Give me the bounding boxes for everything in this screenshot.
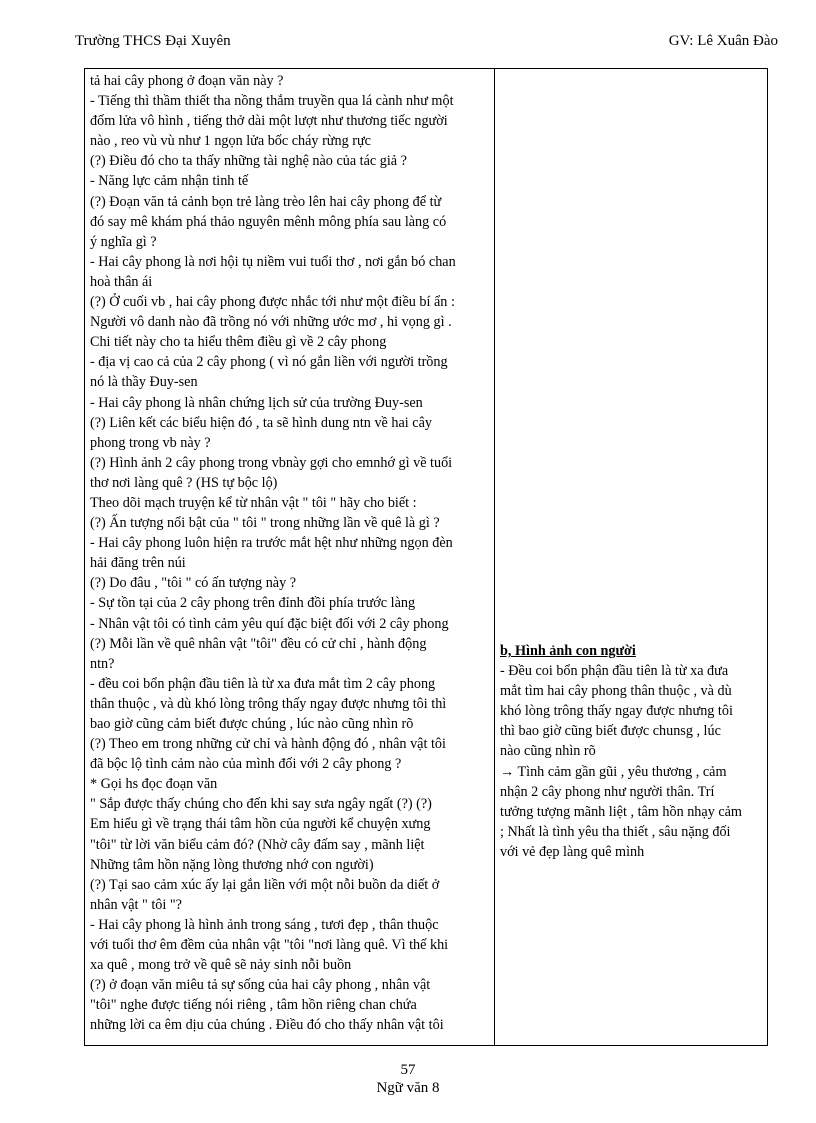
text-line: "tôi" nghe được tiếng nói riêng , tâm hồn riêng chan chứa [90, 997, 417, 1014]
text-line: Chi tiết này cho ta hiểu thêm điều gì về 2 cây phong [90, 334, 387, 351]
notes-column [495, 69, 767, 1045]
section-heading: b, Hình ảnh con người [500, 643, 636, 659]
text-line: (?) Theo em trong những cử chỉ và hành động đó , nhân vật tôi [90, 736, 446, 753]
text-line: đã bộc lộ tình cảm nào của mình đối với 2 cây phong ? [90, 756, 402, 773]
note-line: tưởng tượng mãnh liệt , tâm hồn nhạy cảm [500, 803, 742, 820]
text-line: " Sắp được thấy chúng cho đến khi say sưa ngây ngất (?) (?) [90, 796, 432, 813]
note-line: mắt tìm hai cây phong thân thuộc , và dù [500, 683, 732, 700]
text-line: - Hai cây phong là nơi hội tụ niềm vui tuổi thơ , nơi gắn bó chan [90, 253, 456, 270]
text-line: - Sự tồn tại của 2 cây phong trên đỉnh đồi phía trước làng [90, 595, 416, 612]
text-line: - địa vị cao cả của 2 cây phong ( vì nó gắn liền với người trồng [90, 354, 448, 371]
text-line: (?) Ở cuối vb , hai cây phong được nhắc tới như một điều bí ẩn : [90, 294, 455, 311]
text-line: "tôi" từ lời văn biểu cảm đó? (Nhờ cây đấm say , mãnh liệt [90, 836, 425, 853]
page-number: 57 [400, 1062, 416, 1078]
lesson-table [84, 68, 768, 1046]
note-line: khó lòng trông thấy ngay được nhưng tôi [500, 703, 733, 720]
questions-column [85, 69, 495, 1045]
text-line: - Hai cây phong là nhân chứng lịch sử của trường Đuy-sen [90, 394, 423, 411]
text-line: - Hai cây phong luôn hiện ra trước mắt hệt như những ngọn đèn [90, 535, 453, 552]
text-line: những lời ca êm dịu của chúng . Điều đó cho thấy nhân vật tôi [90, 1017, 444, 1034]
text-line: với tuổi thơ êm đềm của nhân vật "tôi "nơi làng quê. Vì thế khi [90, 937, 449, 954]
note-line: với vẻ đẹp làng quê mình [500, 843, 645, 860]
text-line: Những tâm hồn nặng lòng thương nhớ con người) [90, 856, 374, 873]
text-line: (?) Mỗi lần về quê nhân vật "tôi" đều có cử chỉ , hành động [90, 635, 427, 652]
text-line: thân thuộc , và dù khó lòng trông thấy ngay được nhưng tôi thì [90, 695, 447, 712]
text-line: - Hai cây phong là hình ảnh trong sáng , tươi đẹp , thân thuộc [90, 916, 439, 933]
text-line: bao giờ cũng cảm biết được chúng , lúc nào cũng nhìn rõ [90, 716, 414, 732]
text-line: phong trong vb này ? [90, 434, 211, 451]
text-line: thơ nơi làng quê ? (HS tự bộc lộ) [90, 474, 278, 491]
text-line: tả hai cây phong ở đoạn văn này ? [90, 73, 284, 89]
text-line: hoà thân ái [90, 273, 153, 290]
text-line: (?) Đoạn văn tả cảnh bọn trẻ làng trèo lên hai cây phong để từ [90, 193, 442, 210]
text-line: (?) Do đâu , "tôi " có ấn tượng này ? [90, 575, 297, 592]
text-line: - đều coi bổn phận đầu tiên là từ xa đưa mắt tìm 2 cây phong [90, 675, 436, 692]
school-name: Trường THCS Đại Xuyên [75, 33, 231, 49]
text-line: nó là thầy Đuy-sen [90, 374, 198, 391]
text-line: (?) ở đoạn văn miêu tả sự sống của hai cây phong , nhân vật [90, 977, 431, 994]
text-line: đó say mê khám phá thảo nguyên mênh mông phía sau làng có [90, 213, 447, 230]
subject-label: Ngữ văn 8 [376, 1080, 440, 1096]
text-line: - Tiếng thì thầm thiết tha nồng thắm truyền qua lá cành như một [90, 93, 454, 110]
text-line: (?) Điều đó cho ta thấy những tài nghệ nào của tác giả ? [90, 153, 407, 170]
text-line: đốm lửa vô hình , tiếng thở dài một lượt như thương tiếc người [90, 113, 448, 130]
note-line: - Đều coi bổn phận đầu tiên là từ xa đưa [500, 663, 729, 680]
note-line: nào cũng nhìn rõ [500, 743, 596, 760]
text-line: nhân vật " tôi "? [90, 896, 182, 913]
note-line: ; Nhất là tình yêu tha thiết , sâu nặng đối [500, 823, 731, 840]
text-line: nào , reo vù vù như 1 ngọn lửa bốc cháy rừng rực [90, 133, 371, 150]
text-line: (?) Ấn tượng nổi bật của " tôi " trong những lần về quê là gì ? [90, 515, 440, 532]
text-line: (?) Liên kết các biểu hiện đó , ta sẽ hình dung ntn về hai cây [90, 414, 432, 431]
text-line: xa quê , mong trở về quê sẽ nảy sinh nỗi buồn [90, 957, 352, 974]
text-line: hải đăng trên núi [90, 555, 186, 572]
teacher-name: GV: Lê Xuân Đào [668, 33, 778, 49]
note-line: nhận 2 cây phong như người thân. Trí [500, 783, 715, 800]
text-line: (?) Hình ảnh 2 cây phong trong vbnày gợi cho emnhớ gì về tuổi [90, 454, 453, 471]
text-line: (?) Tại sao cảm xúc ấy lại gắn liền với một nỗi buồn da diết ở [90, 876, 440, 893]
text-line: - Năng lực cảm nhận tinh tế [90, 173, 249, 190]
text-line: Em hiểu gì về trạng thái tâm hồn của người kể chuyện xưng [90, 816, 431, 833]
text-line: - Nhân vật tôi có tình cảm yêu quí đặc biệt đối với 2 cây phong [90, 615, 449, 632]
text-line: Theo dõi mạch truyện kể từ nhân vật " tôi " hãy cho biết : [90, 494, 417, 511]
text-line: * Gọi hs đọc đoạn văn [90, 776, 218, 793]
note-line: → Tình cảm gần gũi , yêu thương , cảm [500, 763, 727, 780]
text-line: Người vô danh nào đã trồng nó với những ước mơ , hi vọng gì . [90, 314, 452, 331]
text-line: ntn? [90, 655, 115, 672]
note-line: thì bao giờ cũng biết được chunsg , lúc [500, 723, 721, 740]
text-line: ý nghĩa gì ? [90, 233, 157, 250]
